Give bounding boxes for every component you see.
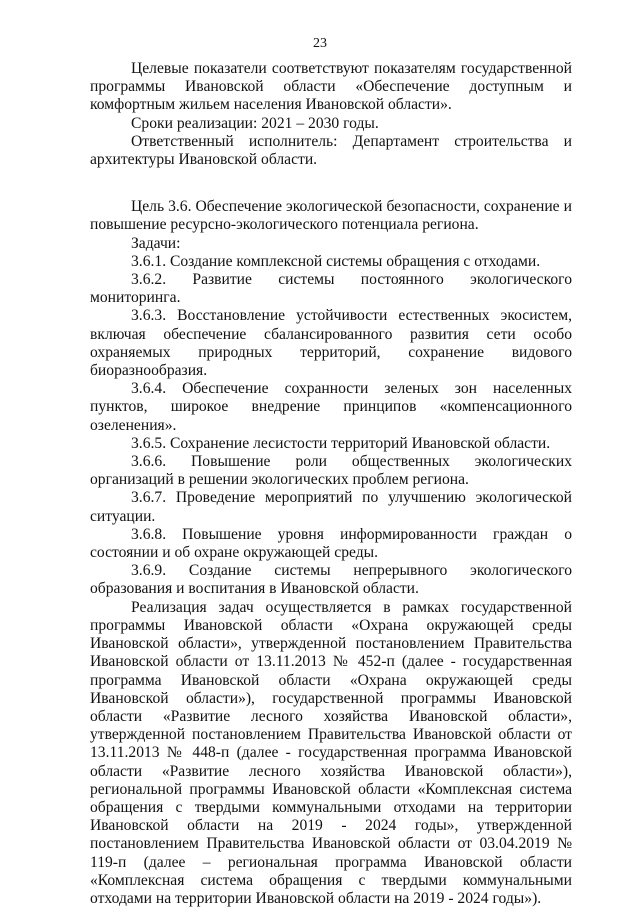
paragraph-targets: Целевые показатели соответствуют показателям государственной программы Ивановской области «Обеспечение доступным и комфортным жильем населения Ивановской области». [90,60,572,114]
task-item: 3.6.4. Обеспечение сохранности зеленых зон населенных пунктов, широкое внедрение принципов «компенсационного озеленения». [90,380,572,434]
task-item: 3.6.8. Повышение уровня информированности граждан о состоянии и об охране окружающей среды. [90,525,572,562]
task-item: 3.6.3. Восстановление устойчивости естественных экосистем, включая обеспечение сбалансированного развития сети особо охраняемых природных территорий, сохранение видового биоразнообразия. [90,307,572,380]
task-item: 3.6.1. Создание комплексной системы обращения с отходами. [131,252,541,270]
task-item: 3.6.5. Сохранение лесистости территорий Ивановской области. [131,434,551,452]
task-item: 3.6.7. Проведение мероприятий по улучшению экологической ситуации. [90,489,572,525]
paragraph-goal: Цель 3.6. Обеспечение экологической безопасности, сохранение и повышение ресурсно-экологического потенциала региона. [90,198,572,234]
paragraph-executor: Ответственный исполнитель: Департамент строительства и архитектуры Ивановской области. [90,132,572,169]
task-item: 3.6.6. Повышение роли общественных экологических организаций в решении экологических проблем региона. [90,453,572,489]
document-body [90,60,572,908]
task-item: 3.6.9. Создание системы непрерывного экологического образования и воспитания в Ивановской области. [90,562,572,598]
paragraph-tasks-heading: Задачи: [131,234,181,252]
paragraph-implementation: Реализация задач осуществляется в рамках государственной программы Ивановской области «Охрана окружающей среды Ивановской области», утвержденной постановлением Правительства Ивановской области от 13.11.2013 № 452-п (далее - государственная программа Ивановской области «Охрана окружающей среды Ивановской области»), государственной программы Ивановской области «Развитие лесного хозяйства Ивановской области», утвержденной постановлением Правительства Ивановской области от 13.11.2013 № 448-п (далее - государственная программа Ивановской области «Развитие лесного хозяйства Ивановской области»), региональной программы Ивановской области «Комплексная система обращения с твердыми коммунальными отходами на территории Ивановской области на 2019 - 2024 годы», утвержденной постановлением Правительства Ивановской области от 03.04.2019 № 119-п (далее – региональная программа Ивановской области «Комплексная система обращения с твердыми коммунальными отходами на территории Ивановской области на 2019 - 2024 годы»). [90,598,572,907]
page-number: 23 [313,36,327,51]
task-item: 3.6.2. Развитие системы постоянного экологического мониторинга. [90,271,572,307]
paragraph-terms: Сроки реализации: 2021 – 2030 годы. [131,114,379,132]
